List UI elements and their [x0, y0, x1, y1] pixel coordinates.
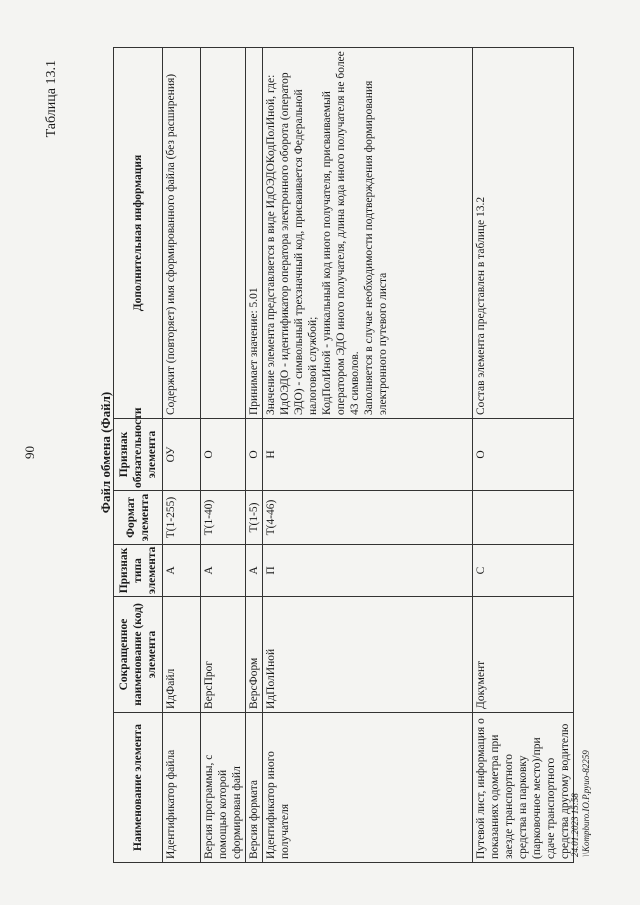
- cell-mandatory: О: [473, 419, 574, 491]
- table-row: [163, 48, 201, 863]
- cell-type: А: [163, 545, 201, 597]
- cell-info: Состав элемента представлен в таблице 13.2: [473, 48, 574, 419]
- cell-name: Идентификатор иного получателя: [263, 713, 473, 863]
- cell-info: Принимает значение: 5.01: [246, 48, 263, 419]
- cell-name: Идентификатор файла: [163, 713, 201, 863]
- table-row: [246, 48, 263, 863]
- header-short-code: Сокращенное наименование (код) элемента: [114, 597, 163, 713]
- stamp-path: \\Kompburo.IO.P.pyuo-82259: [581, 750, 592, 857]
- cell-info: Значение элемента представляется в виде ИдОЭДОКодПолИной, где: ИдОЭДО - идентификатор оператора электронного оборота (оператор ЭДО) - символьный трехзначный код, присваивается Федеральной налоговой службой; КодПолИной - уникальный код иного получателя, присваиваемый оператором ЭДО иного получателя, длина кода иного получателя не более 43 символов. Заполняется в случае необходимости подтверждения формирования электронного путевого листа: [263, 48, 473, 419]
- page-number: 90: [22, 446, 37, 459]
- table-header-row: [114, 48, 163, 863]
- cell-type: А: [201, 545, 246, 597]
- cell-format: T(1-40): [201, 491, 246, 545]
- cell-type: С: [473, 545, 574, 597]
- header-element-type: Признак типа элемента: [114, 545, 163, 597]
- cell-code: Документ: [473, 597, 574, 713]
- cell-info: Содержит (повторяет) имя сформированного файла (без расширения): [163, 48, 201, 419]
- stamp-date: 24.01.2023 15:58: [570, 793, 580, 857]
- cell-name: Путевой лист, информация о показаниях одометра при заезде транспортного средства на парковку (парковочное место)/при сдаче транспортного средства другому водителю: [473, 713, 574, 863]
- cell-type: П: [263, 545, 473, 597]
- cell-mandatory: О: [201, 419, 246, 491]
- cell-code: ИдФайл: [163, 597, 201, 713]
- header-element-name: Наименование элемента: [114, 713, 163, 863]
- cell-name: Версия формата: [246, 713, 263, 863]
- cell-format: [473, 491, 574, 545]
- document-stamp: [570, 750, 593, 857]
- table-label: Таблица 13.1: [44, 60, 59, 138]
- cell-format: T(1-5): [246, 491, 263, 545]
- cell-mandatory: Н: [263, 419, 473, 491]
- cell-code: ИдПолИной: [263, 597, 473, 713]
- header-additional-info: Дополнительная информация: [114, 48, 163, 419]
- cell-code: ВерсФорм: [246, 597, 263, 713]
- table-row: [473, 48, 574, 863]
- cell-mandatory: О: [246, 419, 263, 491]
- table-caption: Файл обмена (Файл): [98, 391, 113, 514]
- header-element-format: Формат элемента: [114, 491, 163, 545]
- cell-name: Версия программы, с помощью которой сформирован файл: [201, 713, 246, 863]
- cell-code: ВерсПрог: [201, 597, 246, 713]
- cell-format: T(4-46): [263, 491, 473, 545]
- cell-info: [201, 48, 246, 419]
- table-row: [201, 48, 246, 863]
- exchange-file-table: [113, 47, 574, 863]
- cell-type: А: [246, 545, 263, 597]
- cell-format: T(1-255): [163, 491, 201, 545]
- table-row: [263, 48, 473, 863]
- header-mandatory: Признак обязательности элемента: [114, 419, 163, 491]
- cell-mandatory: ОУ: [163, 419, 201, 491]
